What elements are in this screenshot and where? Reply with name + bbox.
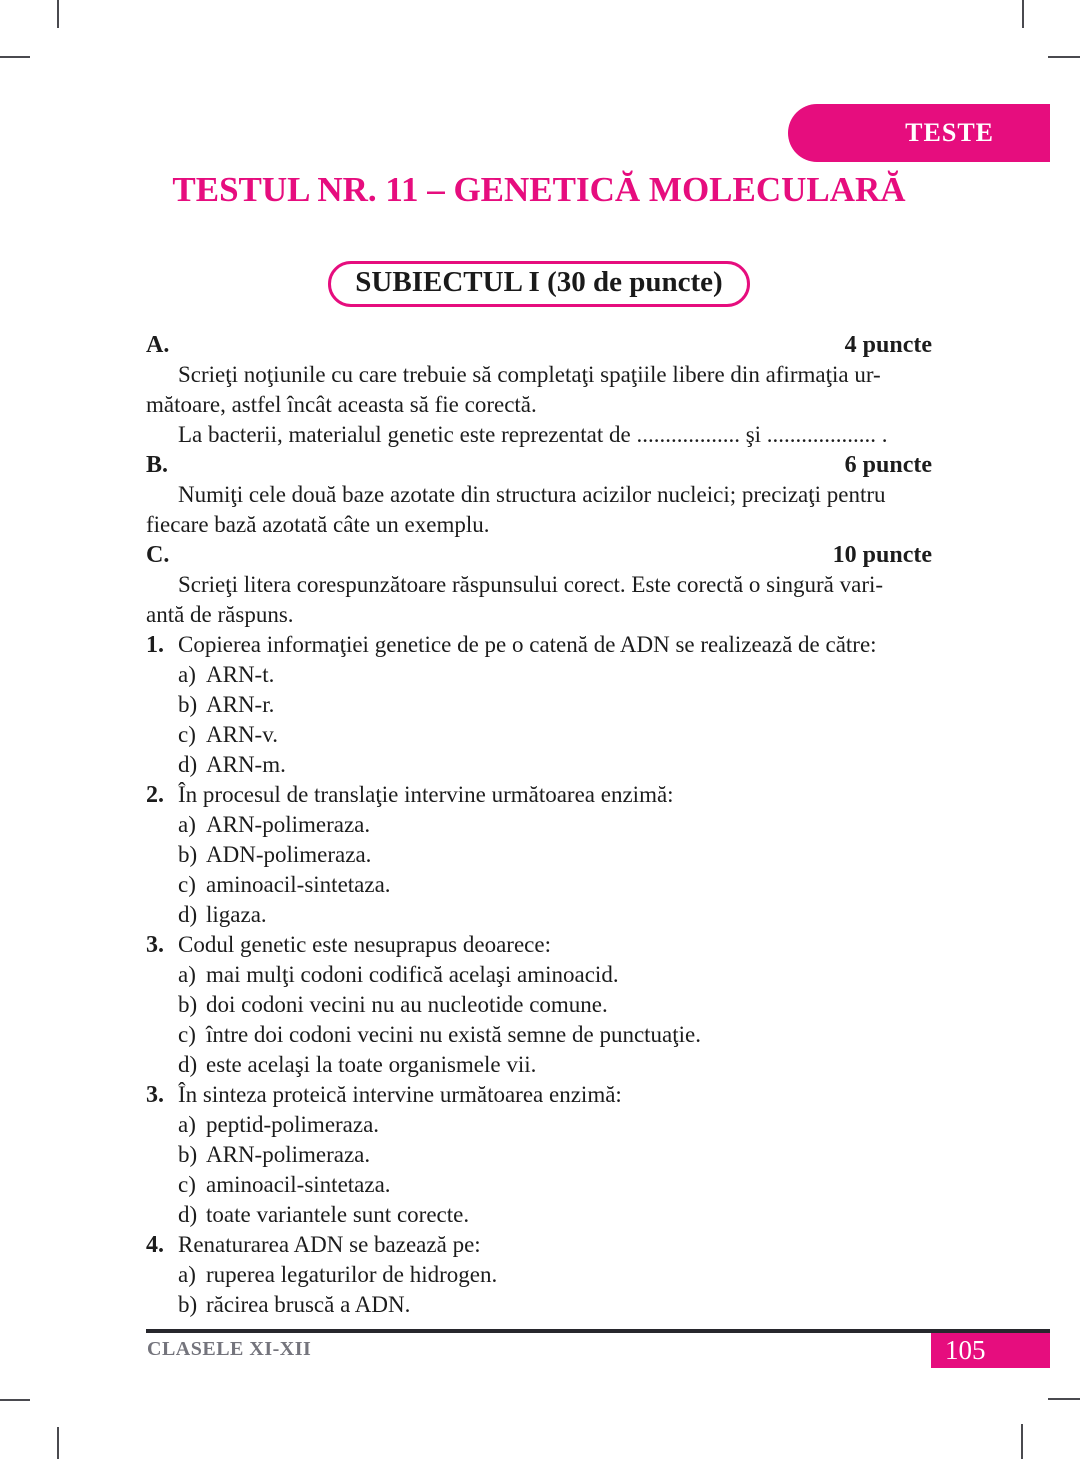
option-letter: c) <box>178 1172 196 1197</box>
section-header <box>146 540 932 570</box>
option-text: ruperea legaturilor de hidrogen. <box>206 1262 498 1287</box>
section-body <box>146 570 932 630</box>
question-stem <box>146 930 932 960</box>
footer-class-label: CLASELE XI-XII <box>147 1338 312 1360</box>
answer-option <box>178 840 932 870</box>
option-text: ADN-polimeraza. <box>206 842 372 867</box>
option-letter: b) <box>178 842 198 867</box>
question-stem <box>146 1080 932 1110</box>
crop-mark-top-left-vertical <box>57 0 59 28</box>
answer-option <box>178 720 932 750</box>
answer-option <box>178 960 932 990</box>
option-letter: a) <box>178 962 196 987</box>
option-letter: c) <box>178 872 196 897</box>
test-content <box>146 330 932 1320</box>
answer-option <box>178 750 932 780</box>
question-text: Codul genetic este nesuprapus deoarece: <box>178 932 551 957</box>
question-number: 4. <box>146 1232 164 1258</box>
crop-mark-top-right-horizontal <box>1048 56 1080 58</box>
answer-option <box>178 810 932 840</box>
option-text: toate variantele sunt corecte. <box>206 1202 470 1227</box>
option-text: răcirea bruscă a ADN. <box>206 1292 411 1317</box>
subject-box-wrap <box>146 261 932 307</box>
answer-option <box>178 1110 932 1140</box>
option-letter: d) <box>178 1202 198 1227</box>
option-letter: d) <box>178 752 198 777</box>
option-letter: a) <box>178 1112 196 1137</box>
page-title: TESTUL NR. 11 – GENETICĂ MOLECULARĂ <box>172 170 906 209</box>
answer-option <box>178 1140 932 1170</box>
section <box>146 540 932 630</box>
footer-rule <box>146 1329 1050 1333</box>
section-points: 4 puncte <box>844 332 932 358</box>
answer-option <box>178 1020 932 1050</box>
question-options <box>146 810 932 930</box>
section-header <box>146 330 932 360</box>
question-text: În sinteza proteică intervine următoarea enzimă: <box>178 1082 622 1107</box>
option-letter: d) <box>178 1052 198 1077</box>
section <box>146 450 932 540</box>
option-text: este acelaşi la toate organismele vii. <box>206 1052 537 1077</box>
section-letter: C. <box>146 542 170 568</box>
crop-mark-top-right-vertical <box>1022 0 1024 28</box>
crop-mark-bottom-right-vertical <box>1021 1424 1023 1459</box>
page-number-box <box>931 1333 1050 1368</box>
option-text: ligaza. <box>206 902 267 927</box>
answer-option <box>178 1170 932 1200</box>
option-letter: c) <box>178 722 196 747</box>
question <box>146 630 932 780</box>
section-text-line: La bacterii, materialul genetic este reprezentat de .................. şi ................... . <box>178 422 888 447</box>
question-options <box>146 1260 932 1320</box>
section-body <box>146 360 932 450</box>
question <box>146 780 932 930</box>
section-text-line: Scrieţi litera corespunzătoare răspunsului corect. Este corectă o singură vari- <box>178 572 884 597</box>
question-number: 3. <box>146 932 164 958</box>
sections <box>146 330 932 630</box>
section-points: 6 puncte <box>844 452 932 478</box>
section-text-line: Numiţi cele două baze azotate din structura acizilor nucleici; precizaţi pentru <box>178 482 886 507</box>
option-text: ARN-polimeraza. <box>206 1142 371 1167</box>
option-letter: a) <box>178 812 196 837</box>
option-text: ARN-m. <box>206 752 286 777</box>
section-body <box>146 480 932 540</box>
section-header <box>146 450 932 480</box>
question-options <box>146 960 932 1080</box>
page-number: 105 <box>945 1335 986 1365</box>
question-options <box>146 660 932 780</box>
option-text: ARN-v. <box>206 722 278 747</box>
crop-mark-bottom-left-horizontal <box>0 1399 30 1401</box>
option-text: ARN-t. <box>206 662 275 687</box>
section-text-line: antă de răspuns. <box>146 602 294 627</box>
answer-option <box>178 690 932 720</box>
question-text: Copierea informaţiei genetice de pe o catenă de ADN se realizează de către: <box>178 632 877 657</box>
crop-mark-bottom-left-vertical <box>57 1427 59 1459</box>
question-number: 1. <box>146 632 164 658</box>
body-column <box>146 0 932 1459</box>
section-text-line: mătoare, astfel încât aceasta să fie corectă. <box>146 392 537 417</box>
answer-option <box>178 990 932 1020</box>
section-letter: A. <box>146 332 170 358</box>
question <box>146 1230 932 1320</box>
chapter-badge-label: TESTE <box>905 118 994 147</box>
section-letter: B. <box>146 452 169 478</box>
answer-option <box>178 1290 932 1320</box>
option-letter: d) <box>178 902 198 927</box>
option-text: mai mulţi codoni codifică acelaşi aminoacid. <box>206 962 619 987</box>
question-stem <box>146 1230 932 1260</box>
answer-option <box>178 1260 932 1290</box>
answer-option <box>178 900 932 930</box>
questions <box>146 630 932 1320</box>
answer-option <box>178 1200 932 1230</box>
option-letter: b) <box>178 1142 198 1167</box>
crop-mark-bottom-right-horizontal <box>1048 1398 1080 1400</box>
option-letter: a) <box>178 1262 196 1287</box>
option-letter: b) <box>178 692 198 717</box>
question-stem <box>146 780 932 810</box>
option-letter: a) <box>178 662 196 687</box>
answer-option <box>178 870 932 900</box>
answer-option <box>178 660 932 690</box>
option-letter: b) <box>178 1292 198 1317</box>
subject-box: SUBIECTUL I (30 de puncte) <box>328 261 749 307</box>
option-text: ARN-polimeraza. <box>206 812 371 837</box>
section-text-line: fiecare bază azotată câte un exemplu. <box>146 512 490 537</box>
section-points: 10 puncte <box>832 542 932 568</box>
option-letter: b) <box>178 992 198 1017</box>
option-text: aminoacil-sintetaza. <box>206 872 391 897</box>
section <box>146 330 932 450</box>
section-text-line: Scrieţi noţiunile cu care trebuie să completaţi spaţiile libere din afirmaţia ur- <box>178 362 881 387</box>
question-number: 3. <box>146 1082 164 1108</box>
question-text: În procesul de translaţie intervine următoarea enzimă: <box>178 782 674 807</box>
question <box>146 930 932 1080</box>
option-text: ARN-r. <box>206 692 275 717</box>
option-letter: c) <box>178 1022 196 1047</box>
option-text: aminoacil-sintetaza. <box>206 1172 391 1197</box>
question <box>146 1080 932 1230</box>
option-text: între doi codoni vecini nu există semne de punctuaţie. <box>206 1022 701 1047</box>
answer-option <box>178 1050 932 1080</box>
question-number: 2. <box>146 782 164 808</box>
question-options <box>146 1110 932 1230</box>
question-text: Renaturarea ADN se bazează pe: <box>178 1232 481 1257</box>
option-text: peptid-polimeraza. <box>206 1112 380 1137</box>
crop-mark-top-left-horizontal <box>0 56 30 58</box>
question-stem <box>146 630 932 660</box>
option-text: doi codoni vecini nu au nucleotide comune. <box>206 992 608 1017</box>
